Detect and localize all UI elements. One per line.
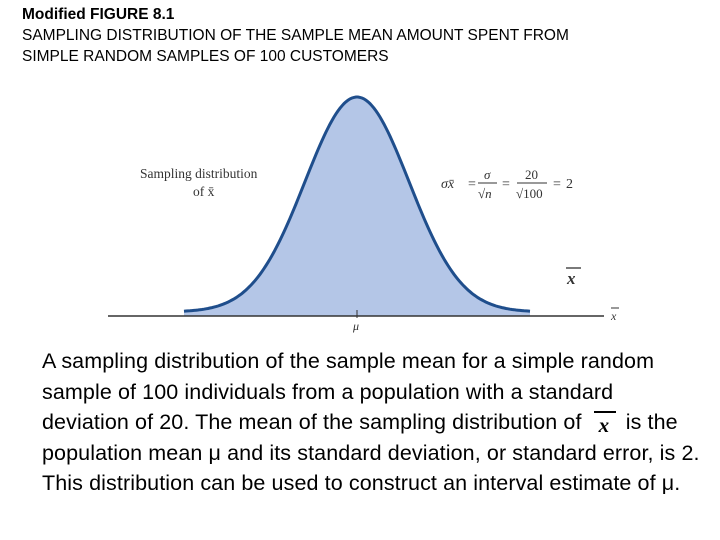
caption-line-1: SAMPLING DISTRIBUTION OF THE SAMPLE MEAN AMOUNT SPENT FROM xyxy=(22,27,569,44)
formula-sqrt-100: √100 xyxy=(516,186,543,201)
inline-x-bar xyxy=(588,409,620,437)
mean-mu-label: μ xyxy=(353,319,360,333)
curve-fill-area xyxy=(184,97,530,316)
formula-20: 20 xyxy=(525,167,538,182)
axis-variable-label: x xyxy=(611,309,617,323)
svg-text:=: = xyxy=(553,177,561,192)
formula-result: 2 xyxy=(566,177,573,192)
x-bar-label: x xyxy=(567,269,576,288)
caption-line-2: SIMPLE RANDOM SAMPLES OF 100 CUSTOMERS xyxy=(22,48,389,65)
inline-x-bar-letter: x xyxy=(598,413,610,437)
formula-sqrt-n: √n xyxy=(478,186,492,201)
figure-label: Modified FIGURE 8.1 xyxy=(22,6,175,23)
standard-error-formula xyxy=(441,167,573,201)
description-part-2: is the population mean μ and its standard deviation, or standard error, is 2. This distribution can be used to construct an interval estimate of μ. xyxy=(42,410,700,495)
svg-text:=: = xyxy=(502,177,510,192)
description-text xyxy=(42,346,702,499)
formula-sigma: σ xyxy=(484,167,491,182)
svg-text:=: = xyxy=(468,177,476,192)
formula-lhs: σx̄ xyxy=(441,177,455,192)
curve-label-line-1: Sampling distribution xyxy=(140,166,258,181)
curve-label-line-2: of x̄ xyxy=(193,184,215,199)
description-part-1: A sampling distribution of the sample mean for a simple random sample of 100 individuals from a population with a standard deviation of 20. The mean of the sampling distribution of xyxy=(42,349,655,434)
